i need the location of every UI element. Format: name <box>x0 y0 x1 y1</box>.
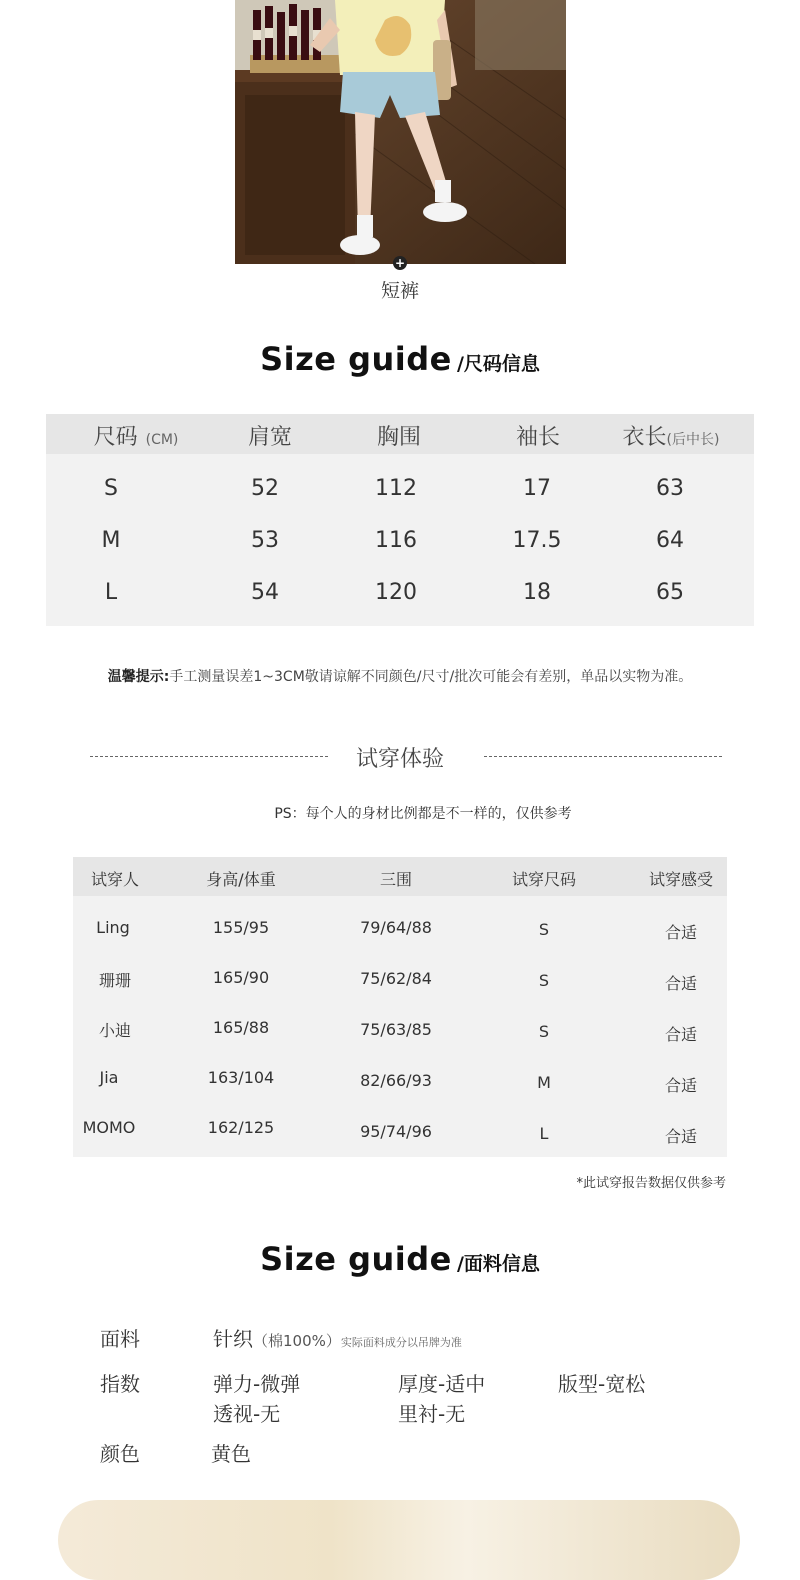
size-header-size: 尺码 (CM) <box>93 425 179 450</box>
try-cell: M <box>537 1073 551 1092</box>
try-cell: S <box>538 971 550 990</box>
size-header-length: 衣长(后中长) <box>622 425 720 450</box>
model-photo-illustration <box>235 0 566 264</box>
try-header-person: 试穿人 <box>90 870 139 889</box>
try-cell: 155/95 <box>212 918 270 937</box>
index-transparency: 透视-无 <box>213 1402 281 1426</box>
try-cell: 合适 <box>664 1025 697 1044</box>
size-header-sleeve: 袖长 <box>515 425 560 450</box>
fabric-title: Size guide <box>260 1240 452 1278</box>
try-cell: 165/90 <box>212 968 270 987</box>
try-header-feel: 试穿感受 <box>648 870 713 889</box>
size-guide-heading <box>0 340 800 378</box>
try-cell: S <box>538 920 550 939</box>
measurement-tip <box>0 666 800 686</box>
size-cell: 65 <box>656 580 684 605</box>
material-label: 面料 <box>100 1327 140 1351</box>
index-label: 指数 <box>100 1372 140 1396</box>
size-cell: 17 <box>523 476 551 501</box>
color-label: 颜色 <box>100 1442 140 1466</box>
material-name: 针织 <box>213 1327 253 1351</box>
try-on-title: 试穿体验 <box>355 747 444 772</box>
tip-text: 手工测量误差1~3CM敬请谅解不同颜色/尺寸/批次可能会有差别，单品以实物为准。 <box>169 669 693 685</box>
size-cell: 63 <box>656 476 684 501</box>
try-cell: 165/88 <box>212 1018 270 1037</box>
size-cell: 120 <box>375 580 417 605</box>
try-cell: 162/125 <box>207 1118 275 1137</box>
try-header-height-weight: 身高/体重 <box>206 870 276 889</box>
size-guide-title: Size guide <box>260 340 452 378</box>
index-fit: 版型-宽松 <box>558 1372 646 1396</box>
size-cell: 53 <box>251 528 279 553</box>
try-cell: L <box>539 1124 549 1143</box>
try-cell: 75/62/84 <box>360 969 432 988</box>
try-cell: 小迪 <box>98 1021 131 1040</box>
fabric-heading <box>0 1240 800 1278</box>
size-header-shoulder: 肩宽 <box>247 425 292 450</box>
size-header-chest: 胸围 <box>376 425 421 450</box>
size-cell: 17.5 <box>512 528 562 553</box>
material-note: 实际面料成分以吊牌为准 <box>340 1336 462 1349</box>
next-section-card <box>58 1500 740 1580</box>
size-cell: 64 <box>656 528 684 553</box>
try-cell: MOMO <box>82 1118 136 1137</box>
try-on-disclaimer: *此试穿报告数据仅供参考 <box>576 1176 726 1191</box>
plus-icon[interactable]: + <box>394 256 406 270</box>
size-cell: 18 <box>523 580 551 605</box>
color-value: 黄色 <box>211 1442 251 1466</box>
index-elasticity: 弹力-微弹 <box>213 1372 301 1396</box>
photo-caption: 短裤 <box>380 280 419 302</box>
size-cell: M <box>101 528 121 553</box>
fabric-subtitle: /面料信息 <box>456 1253 540 1275</box>
tip-label: 温馨提示: <box>107 669 170 685</box>
product-photo <box>235 0 566 264</box>
try-cell: 82/66/93 <box>360 1071 432 1090</box>
try-cell: 合适 <box>664 1076 697 1095</box>
material-value <box>213 1323 462 1352</box>
try-cell: 合适 <box>664 923 697 942</box>
size-cell: L <box>104 580 118 605</box>
try-header-size: 试穿尺码 <box>511 870 576 889</box>
try-cell: 95/74/96 <box>360 1122 432 1141</box>
size-table <box>46 414 754 626</box>
try-cell: Ling <box>96 918 130 937</box>
try-cell: 合适 <box>664 1127 697 1146</box>
index-lining: 里衬-无 <box>398 1402 466 1426</box>
size-cell: 116 <box>375 528 417 553</box>
size-cell: S <box>104 476 118 501</box>
material-composition: （棉100%） <box>253 1332 341 1350</box>
try-on-ps-note: PS：每个人的身材比例都是不一样的，仅供参考 <box>274 806 572 822</box>
try-cell: S <box>538 1022 550 1041</box>
try-on-table <box>73 857 727 1157</box>
size-cell: 112 <box>375 476 417 501</box>
index-thickness: 厚度-适中 <box>398 1372 486 1396</box>
try-cell: 163/104 <box>207 1068 275 1087</box>
size-cell: 54 <box>251 580 279 605</box>
try-cell: 79/64/88 <box>360 918 432 937</box>
try-cell: Jia <box>99 1068 119 1087</box>
try-header-measurements: 三围 <box>379 870 412 889</box>
size-guide-subtitle: /尺码信息 <box>456 353 540 375</box>
try-cell: 珊珊 <box>98 971 131 990</box>
try-cell: 合适 <box>664 974 697 993</box>
size-cell: 52 <box>251 476 279 501</box>
try-cell: 75/63/85 <box>360 1020 432 1039</box>
divider-right <box>484 756 722 757</box>
